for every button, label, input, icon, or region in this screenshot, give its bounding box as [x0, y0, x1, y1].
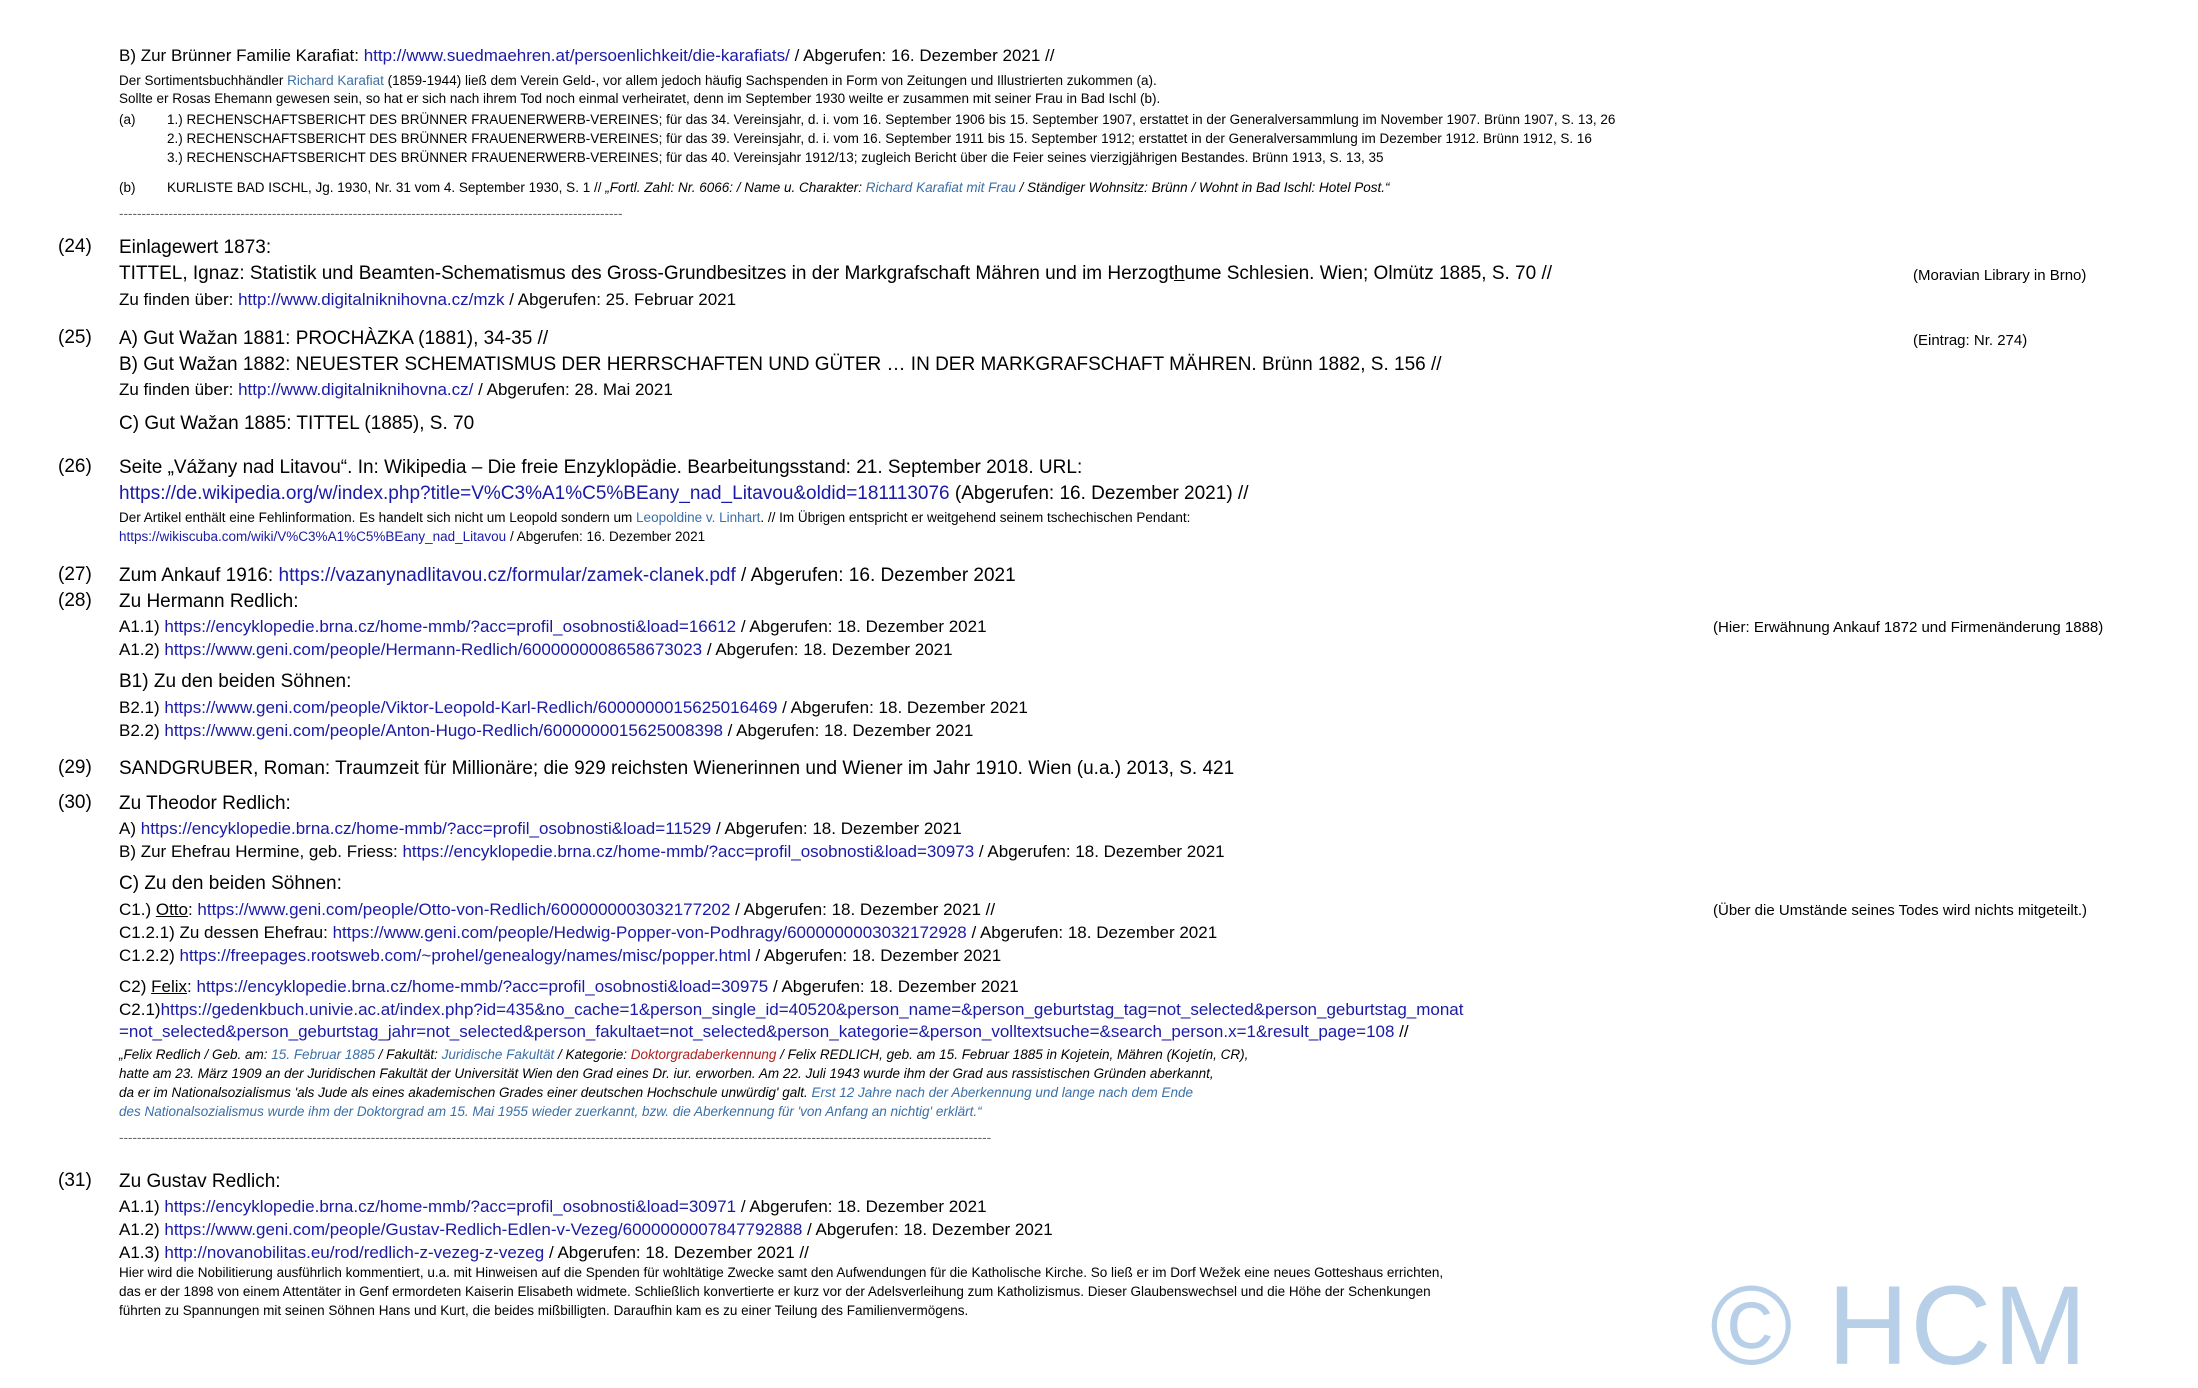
- e31-p2: das er der 1898 von einem Attentäter in Genf ermordeten Kaiserin Elisabeth widmete. Schließlich konvertierte er kurz vor der Adelsverleihung zum Katholizismus. Dieser Glaubenswechsel und die Höhe der Schenkungen: [119, 1284, 1431, 1299]
- richard-karafiat-link[interactable]: Richard Karafiat: [287, 73, 384, 88]
- novanobilitas-link[interactable]: http://novanobilitas.eu/rod/redlich-z-vezeg-z-vezeg: [164, 1243, 545, 1262]
- digitalniknihovna-link[interactable]: http://www.digitalniknihovna.cz/: [238, 380, 474, 399]
- e25-line3-text: Zu finden über:: [119, 380, 239, 399]
- footnote-number: (27): [58, 564, 92, 585]
- karafiat-b: [167, 179, 1390, 196]
- e30-c121-date: / Abgerufen: 18. Dezember 2021: [966, 923, 1218, 942]
- gedenkbuch-link[interactable]: https://gedenkbuch.univie.ac.at/index.php?id=435&no_cache=1&person_single_id=40520&person_name=&person_geburtstag_tag=not_selected&person_geburtstag_monat: [160, 1000, 1464, 1019]
- vazany-pdf-link[interactable]: https://vazanynadlitavou.cz/formular/zamek-clanek.pdf: [278, 565, 736, 586]
- footnote-number: (29): [58, 757, 92, 778]
- e31-p3: führten zu Spannungen mit seinen Söhnen Hans und Kurt, die beides mißbilligten. Daraufhin kam es zu einer Teilung des Familienvermögens.: [119, 1303, 969, 1318]
- faculty-link[interactable]: Juridische Fakultät: [441, 1047, 555, 1062]
- separator: --------------------------------------------------------------------------------------------------------------------------------------------------------------------------------------------------: [119, 1130, 992, 1145]
- felix-name: Felix: [151, 977, 188, 996]
- e25-line1: A) Gut Wažan 1881: PROCHÀZKA (1881), 34-35 //: [119, 328, 549, 349]
- anton-geni-link[interactable]: https://www.geni.com/people/Anton-Hugo-Redlich/6000000015625008398: [164, 721, 723, 740]
- theodor-encyklopedie-link[interactable]: https://encyklopedie.brna.cz/home-mmb/?acc=profil_osobnosti&load=11529: [140, 819, 712, 838]
- e30-c122-label: C1.2.2): [119, 946, 180, 965]
- otto-name: Otto: [155, 900, 188, 919]
- hermann-encyklopedie-link[interactable]: https://encyklopedie.brna.cz/home-mmb/?acc=profil_osobnosti&load=16612: [164, 617, 737, 636]
- footnote-number: (25): [58, 327, 92, 348]
- footnote-number: (30): [58, 792, 92, 813]
- category-link[interactable]: Doktorgradaberkennung: [630, 1047, 777, 1062]
- e31-a12-date: / Abgerufen: 18. Dezember 2021: [802, 1220, 1053, 1239]
- e31-a11: [119, 1197, 987, 1217]
- e25-line4: C) Gut Wažan 1885: TITTEL (1885), S. 70: [119, 413, 475, 434]
- side-note: (Über die Umstände seines Todes wird nichts mitgeteilt.): [1713, 902, 2088, 919]
- side-note: (Hier: Erwähnung Ankauf 1872 und Firmenänderung 1888): [1713, 619, 2104, 636]
- otto-geni-link[interactable]: https://www.geni.com/people/Otto-von-Redlich/6000000003032177202: [197, 900, 731, 919]
- e31-a12: [119, 1220, 1053, 1240]
- e31-line1: Zu Gustav Redlich:: [119, 1171, 281, 1192]
- e30-b: [119, 842, 1225, 862]
- karafiat-a3: 3.) RECHENSCHAFTSBERICHT DES BRÜNNER FRAUENERWERB-VEREINES; für das 40. Vereinsjahr 1912/13; zugleich Bericht über die Feier seines vierzigjährigen Bestandes. Brünn 1913, S. 13, 35: [167, 150, 1384, 165]
- mzk-link[interactable]: http://www.digitalniknihovna.cz/mzk: [238, 290, 505, 309]
- e30-a-date: / Abgerufen: 18. Dezember 2021: [711, 819, 962, 838]
- felix-encyklopedie-link[interactable]: https://encyklopedie.brna.cz/home-mmb/?acc=profil_osobnosti&load=30975: [196, 977, 769, 996]
- e28-line1: Zu Hermann Redlich:: [119, 591, 299, 612]
- e31-p1: Hier wird die Nobilitierung ausführlich kommentiert, u.a. mit Hinweisen auf die Spenden für wohltätige Zwecke samt den Aufwendungen für die Katholische Kirche. So ließ er im Dorf Wežek eine neues Gotteshaus errichten,: [119, 1265, 1444, 1280]
- karafiat-a1: 1.) RECHENSCHAFTSBERICHT DES BRÜNNER FRAUENERWERB-VEREINES; für das 34. Vereinsjahr, d. i. vom 16. September 1906 bis 15. September 1907, erstattet in der Generalversammlung im November 1907. Brünn 1907, S. 13, 26: [167, 112, 1616, 127]
- side-note: (Eintrag: Nr. 274): [1913, 332, 2028, 349]
- e25-line2: B) Gut Wažan 1882: NEUESTER SCHEMATISMUS DER HERRSCHAFTEN UND GÜTER … IN DER MARKGRAFSCHAFT MÄHREN. Brünn 1882, S. 156 //: [119, 354, 1442, 375]
- e30-c2-colon: :: [187, 977, 197, 996]
- hermine-encyklopedie-link[interactable]: https://encyklopedie.brna.cz/home-mmb/?acc=profil_osobnosti&load=30973: [402, 842, 975, 861]
- separator: ----------------------------------------------------------------------------------------------------------------: [119, 206, 623, 221]
- e24-line2-rest: ume Schlesien. Wien; Olmütz 1885, S. 70 //: [1184, 263, 1553, 284]
- e30-c21-cont: [119, 1022, 1409, 1042]
- e27-line: [119, 564, 1016, 588]
- karafiat-heading-text: B) Zur Brünner Familie Karafiat:: [119, 46, 364, 65]
- e30-c21: [119, 1000, 1463, 1020]
- e28-b22-label: B2.2): [119, 721, 165, 740]
- e30-c121: [119, 923, 1217, 943]
- felix-quote-line3: [119, 1084, 1193, 1101]
- e28-a12-label: A1.2): [119, 640, 165, 659]
- e28-a11: [119, 617, 987, 637]
- footnote-number: (28): [58, 590, 92, 611]
- kurliste-quote1: „Fortl. Zahl: Nr. 6066: / Name u. Charakter:: [605, 180, 866, 195]
- e30-c1-colon: :: [187, 900, 198, 919]
- e30-b-date: / Abgerufen: 18. Dezember 2021: [974, 842, 1225, 861]
- quote-highlight: Erst 12 Jahre nach der Aberkennung und lange nach dem Ende: [811, 1085, 1194, 1100]
- e30-c21-label: C2.1): [119, 1000, 161, 1019]
- e30-a-label: A): [119, 819, 141, 838]
- quote-text: da er im Nationalsozialismus 'als Jude als eines akademischen Grades einer deutschen Hochschule unwürdig' galt.: [119, 1085, 812, 1100]
- quote-text: „Felix Redlich / Geb. am:: [119, 1047, 272, 1062]
- e24-line3: [119, 290, 736, 310]
- e26-line3-rest: . // Im Übrigen entspricht er weitgehend seinem tschechischen Pendant:: [760, 510, 1191, 525]
- birthdate-link[interactable]: 15. Februar 1885: [271, 1047, 375, 1062]
- wikipedia-link[interactable]: https://de.wikipedia.org/w/index.php?title=V%C3%A1%C5%BEany_nad_Litavou&oldid=181113076: [119, 483, 950, 504]
- karafiat-heading-date: / Abgerufen: 16. Dezember 2021 //: [789, 46, 1055, 65]
- footnote-number: (31): [58, 1170, 92, 1191]
- e30-c1-date: / Abgerufen: 18. Dezember 2021 //: [730, 900, 996, 919]
- karafiat-line1-rest: (1859-1944) ließ dem Verein Geld-, vor allem jedoch häufig Sachspenden in Form von Zeitungen und Illustrierten zukommen (a).: [383, 73, 1157, 88]
- karafiat-mit-frau-link[interactable]: Richard Karafiat mit Frau: [865, 180, 1016, 195]
- e28-b21: [119, 698, 1028, 718]
- quote-text: / Fakultät:: [374, 1047, 442, 1062]
- e30-a: [119, 819, 962, 839]
- gustav-geni-link[interactable]: https://www.geni.com/people/Gustav-Redlich-Edlen-v-Vezeg/6000000007847792888: [164, 1220, 803, 1239]
- gedenkbuch-link-cont[interactable]: =not_selected&person_geburtstag_jahr=not_selected&person_fakultaet=not_selected&person_kategorie=&person_volltextsuche=&search_person.x=1&result_page=108: [119, 1022, 1395, 1041]
- e26-line3-text: Der Artikel enthält eine Fehlinformation. Es handelt sich nicht um Leopold sondern um: [119, 510, 637, 525]
- e28-a11-label: A1.1): [119, 617, 165, 636]
- karafiat-link[interactable]: http://www.suedmaehren.at/persoenlichkeit/die-karafiats/: [363, 46, 790, 65]
- e26-line3: [119, 509, 1190, 526]
- kurliste-text: KURLISTE BAD ISCHL, Jg. 1930, Nr. 31 vom 4. September 1930, S. 1 //: [167, 180, 606, 195]
- quote-text: / Kategorie:: [554, 1047, 631, 1062]
- e31-a13-date: / Abgerufen: 18. Dezember 2021 //: [544, 1243, 809, 1262]
- e30-line1: Zu Theodor Redlich:: [119, 793, 291, 814]
- kurliste-quote2: / Ständiger Wohnsitz: Brünn / Wohnt in Bad Ischl: Hotel Post.“: [1015, 180, 1390, 195]
- karafiat-line2: Sollte er Rosas Ehemann gewesen sein, so hat er sich nach ihrem Tod noch einmal verheiratet, denn im September 1930 weilte er zusammen mit seiner Frau in Bad Ischl (b).: [119, 91, 1161, 106]
- felix-quote-line1: [119, 1046, 1248, 1063]
- e28-b22: [119, 721, 973, 741]
- karafiat-line1: [119, 72, 1157, 89]
- hcm-watermark: © HCM: [1710, 1263, 2089, 1388]
- leopoldine-link[interactable]: Leopoldine v. Linhart: [636, 510, 761, 525]
- side-note: (Moravian Library in Brno): [1913, 267, 2087, 284]
- e26-line4-date: / Abgerufen: 16. Dezember 2021: [506, 529, 706, 544]
- e28-b22-date: / Abgerufen: 18. Dezember 2021: [722, 721, 974, 740]
- e30-c1: [119, 900, 995, 920]
- e29-text: SANDGRUBER, Roman: Traumzeit für Millionäre; die 929 reichsten Wienerinnen und Wiener im Jahr 1910. Wien (u.a.) 2013, S. 421: [119, 758, 1235, 779]
- popper-rootsweb-link[interactable]: https://freepages.rootsweb.com/~prohel/genealogy/names/misc/popper.html: [179, 946, 751, 965]
- hermann-geni-link[interactable]: https://www.geni.com/people/Hermann-Redlich/6000000008658673023: [164, 640, 703, 659]
- e24-line1: Einlagewert 1873:: [119, 237, 272, 258]
- e31-a11-label: A1.1): [119, 1197, 165, 1216]
- e25-line3-date: / Abgerufen: 28. Mai 2021: [473, 380, 673, 399]
- felix-quote-line4: des Nationalsozialismus wurde ihm der Doktorgrad am 15. Mai 1955 wieder zuerkannt, bzw. die Aberkennung für 'von Anfang an nichtig' erklärt.“: [119, 1104, 982, 1119]
- karafiat-a2: 2.) RECHENSCHAFTSBERICHT DES BRÜNNER FRAUENERWERB-VEREINES; für das 39. Vereinsjahr, d. i. vom 16. September 1911 bis 15. September 1912; erstattet in der Generalversammlung im Dezember 1912. Brünn 1912, S. 16: [167, 131, 1592, 146]
- e30-c121-label: C1.2.1) Zu dessen Ehefrau:: [119, 923, 333, 942]
- e28-a12-date: / Abgerufen: 18. Dezember 2021: [702, 640, 953, 659]
- e28-a12: [119, 640, 953, 660]
- e24-line2-text: TITTEL, Ignaz: Statistik und Beamten-Schematismus des Gross-Grundbesitzes in der Markgrafschaft Mähren und im Herzogt: [119, 263, 1174, 284]
- e27-text: Zum Ankauf 1916:: [119, 565, 279, 586]
- e30-b-label: B) Zur Ehefrau Hermine, geb. Friess:: [119, 842, 403, 861]
- e28-a11-date: / Abgerufen: 18. Dezember 2021: [736, 617, 987, 636]
- footnote-number: (24): [58, 236, 92, 257]
- e24-line2: [119, 262, 1552, 286]
- e30-c21-end: //: [1394, 1022, 1409, 1041]
- e30-c122: [119, 946, 1001, 966]
- e30-c2: [119, 977, 1019, 997]
- wikiscuba-link[interactable]: https://wikiscuba.com/wiki/V%C3%A1%C5%BEany_nad_Litavou: [119, 529, 507, 544]
- e26-line2: [119, 482, 1248, 506]
- e24-line2-underlined: h: [1173, 263, 1185, 284]
- hedwig-geni-link[interactable]: https://www.geni.com/people/Hedwig-Popper-von-Podhragy/6000000003032172928: [332, 923, 967, 942]
- viktor-geni-link[interactable]: https://www.geni.com/people/Viktor-Leopold-Karl-Redlich/6000000015625016469: [164, 698, 778, 717]
- e31-a12-label: A1.2): [119, 1220, 165, 1239]
- karafiat-heading: [119, 46, 1055, 66]
- e28-b21-label: B2.1): [119, 698, 165, 717]
- e26-line4: [119, 528, 705, 545]
- e26-line1: Seite „Vážany nad Litavou“. In: Wikipedia – Die freie Enzyklopädie. Bearbeitungsstand: 21. September 2018. URL:: [119, 457, 1083, 478]
- quote-text: / Felix REDLICH, geb. am 15. Februar 1885 in Kojetein, Mähren (Kojetín, CR),: [776, 1047, 1249, 1062]
- e24-line3-date: / Abgerufen: 25. Februar 2021: [504, 290, 737, 309]
- e30-c122-date: / Abgerufen: 18. Dezember 2021: [750, 946, 1002, 965]
- gustav-encyklopedie-link[interactable]: https://encyklopedie.brna.cz/home-mmb/?acc=profil_osobnosti&load=30971: [164, 1197, 737, 1216]
- e30-c1-label: C1.): [119, 900, 156, 919]
- karafiat-b-label: (b): [119, 180, 136, 195]
- e28-b1: B1) Zu den beiden Söhnen:: [119, 671, 352, 692]
- e26-line2-date: (Abgerufen: 16. Dezember 2021) //: [949, 483, 1249, 504]
- karafiat-line1-text: Der Sortimentsbuchhändler: [119, 73, 288, 88]
- e28-b21-date: / Abgerufen: 18. Dezember 2021: [777, 698, 1028, 717]
- e31-a13: [119, 1243, 809, 1263]
- karafiat-a-label: (a): [119, 112, 136, 127]
- e27-date: / Abgerufen: 16. Dezember 2021: [735, 565, 1016, 586]
- e24-line3-text: Zu finden über:: [119, 290, 239, 309]
- e30-c: C) Zu den beiden Söhnen:: [119, 873, 342, 894]
- e31-a11-date: / Abgerufen: 18. Dezember 2021: [736, 1197, 987, 1216]
- e25-line3: [119, 380, 673, 400]
- footnote-number: (26): [58, 456, 92, 477]
- e30-c2-label: C2): [119, 977, 152, 996]
- e30-c2-date: / Abgerufen: 18. Dezember 2021: [768, 977, 1019, 996]
- felix-quote-line2: hatte am 23. März 1909 an der Juridischen Fakultät der Universität Wien den Grad eines Dr. iur. erworben. Am 22. Juli 1943 wurde ihm der Grad aus rassistischen Gründen aberkannt,: [119, 1066, 1214, 1081]
- e31-a13-label: A1.3): [119, 1243, 165, 1262]
